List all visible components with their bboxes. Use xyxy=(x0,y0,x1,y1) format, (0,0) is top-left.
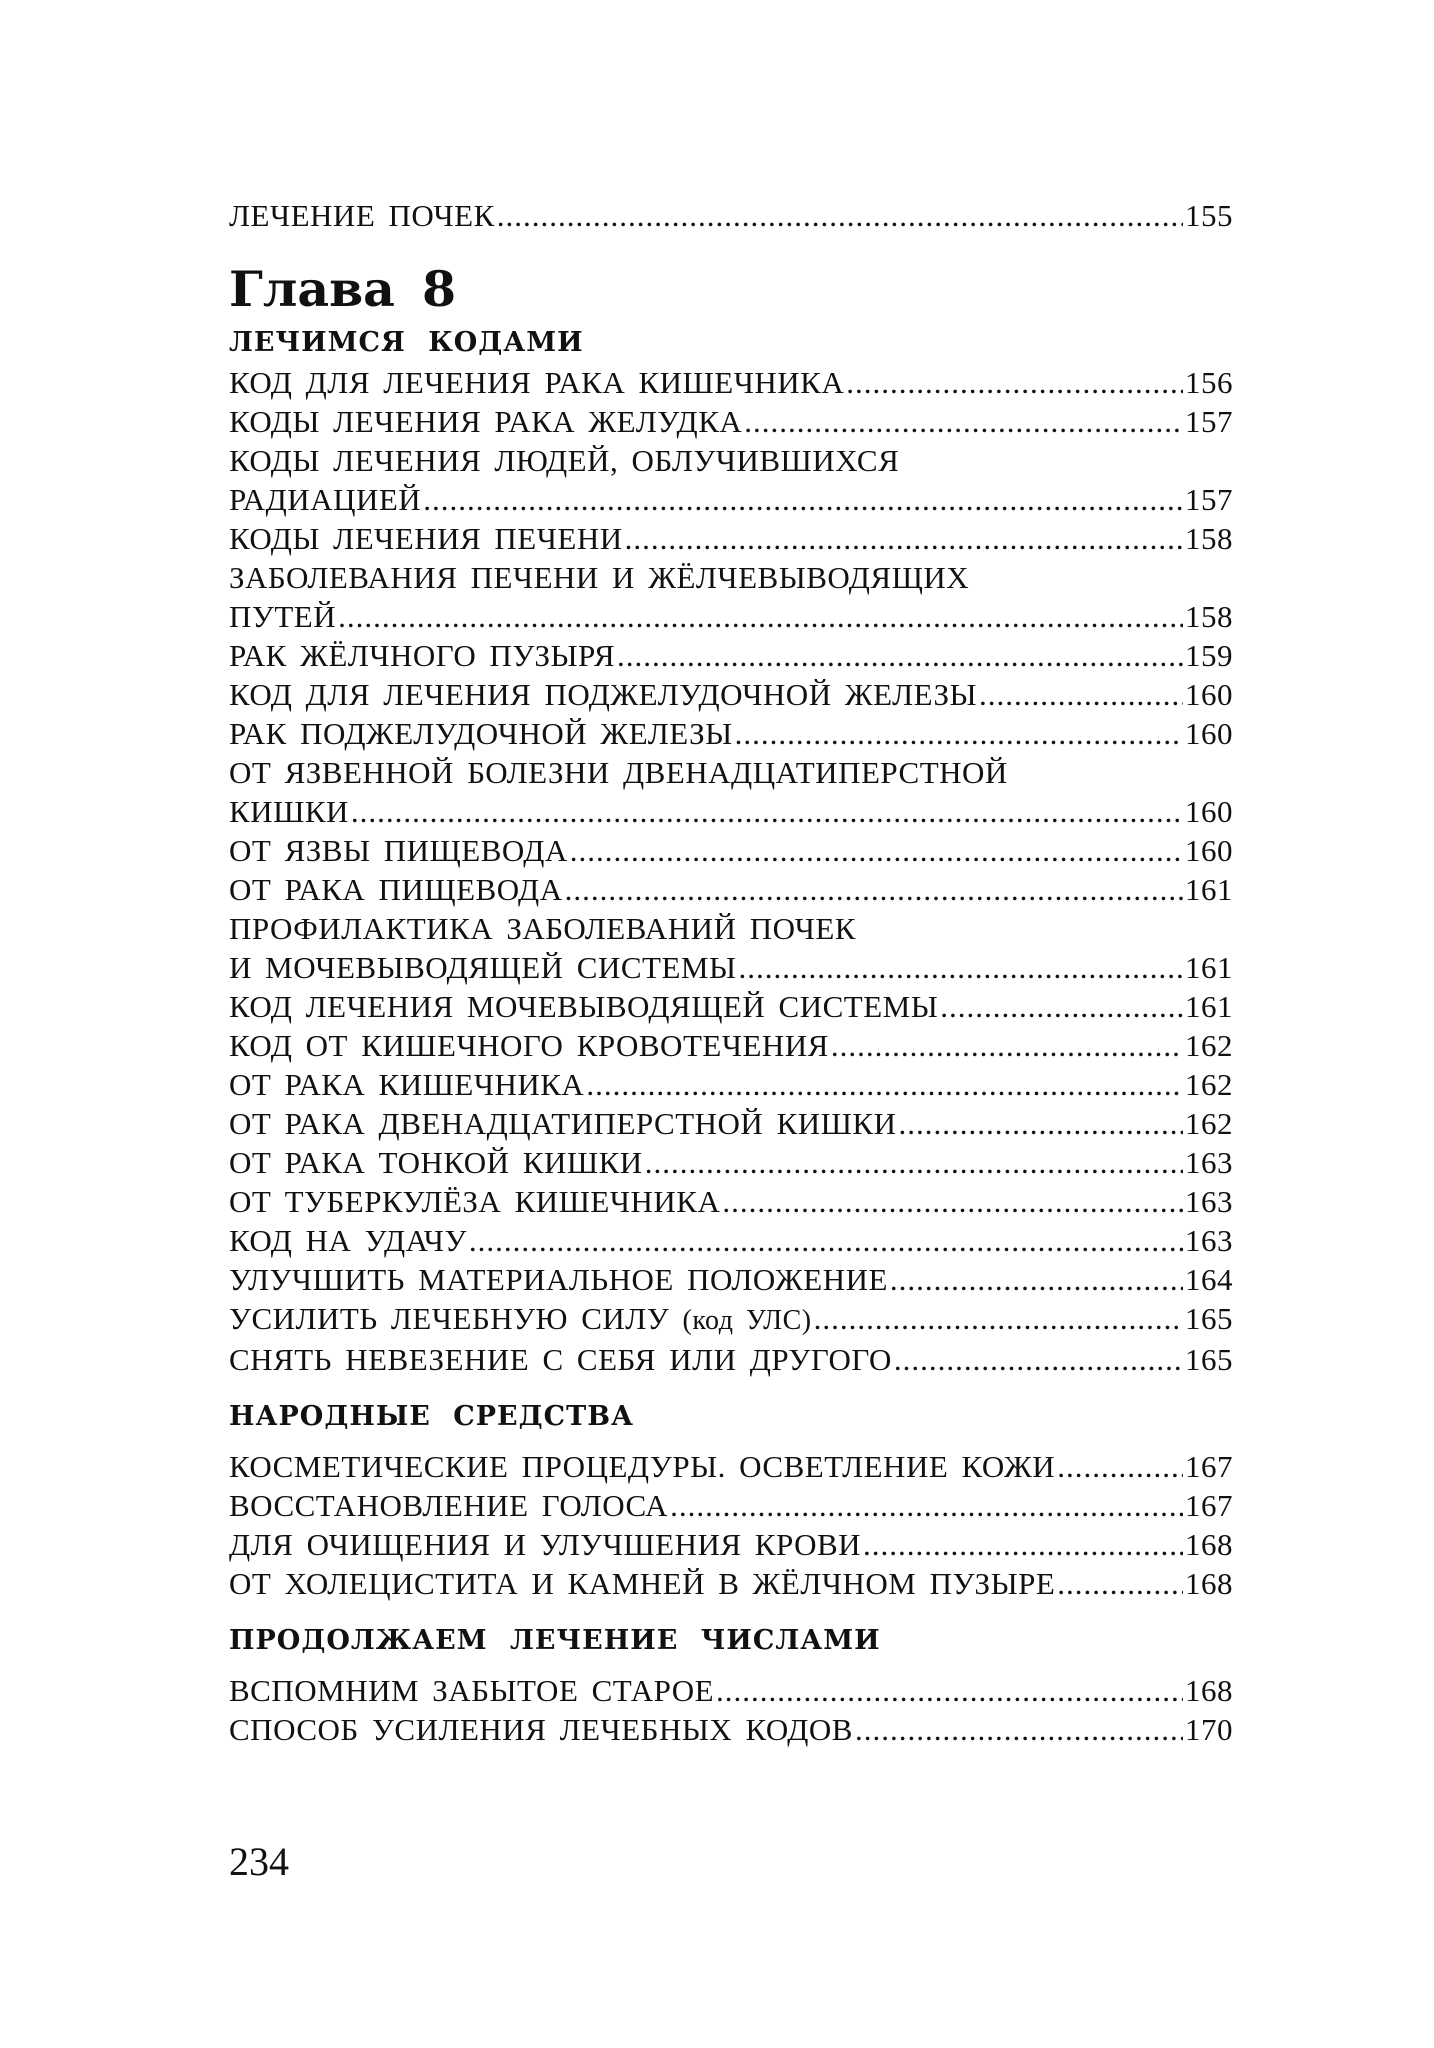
toc-page-number: 164 xyxy=(1185,1262,1233,1297)
toc-dot-leader xyxy=(645,1143,1183,1182)
toc-page-number: 168 xyxy=(1185,1527,1233,1562)
toc-page-number: 162 xyxy=(1185,1028,1233,1063)
toc-entry xyxy=(229,1340,1233,1379)
table-of-contents xyxy=(229,196,1233,1749)
toc-entry-title: РАДИАЦИЕЙ xyxy=(229,482,422,517)
toc-entry-title: ЛЕЧЕНИЕ ПОЧЕК xyxy=(229,198,495,233)
section-title: ПРОДОЛЖАЕМ ЛЕЧЕНИЕ ЧИСЛАМИ xyxy=(229,1625,881,1656)
toc-entry-title: КОД ЛЕЧЕНИЯ МОЧЕВЫВОДЯЩЕЙ СИСТЕМЫ xyxy=(229,989,939,1024)
toc-page-number: 157 xyxy=(1185,404,1233,439)
toc-entry-title: ВОССТАНОВЛЕНИЕ ГОЛОСА xyxy=(229,1488,669,1523)
toc-entry-title: ОТ ХОЛЕЦИСТИТА И КАМНЕЙ В ЖЁЛЧНОМ ПУЗЫРЕ xyxy=(229,1566,1056,1601)
toc-entry xyxy=(229,1065,1233,1104)
toc-entry-title: КОДЫ ЛЕЧЕНИЯ ПЕЧЕНИ xyxy=(229,521,623,556)
toc-entry xyxy=(229,675,1233,714)
toc-page-number: 161 xyxy=(1185,872,1233,907)
toc-entry-first-line: ОТ ЯЗВЕННОЙ БОЛЕЗНИ ДВЕНАДЦАТИПЕРСТНОЙ xyxy=(229,755,1008,790)
toc-dot-leader xyxy=(497,196,1183,235)
toc-entry xyxy=(229,1525,1233,1564)
toc-entry-title: ПУТЕЙ xyxy=(229,599,337,634)
toc-dot-leader xyxy=(423,480,1183,519)
toc-dot-leader xyxy=(716,1671,1183,1710)
toc-dot-leader xyxy=(338,597,1183,636)
toc-page-number: 162 xyxy=(1185,1106,1233,1141)
toc-page-number: 162 xyxy=(1185,1067,1233,1102)
toc-page-number: 158 xyxy=(1185,521,1233,556)
toc-entry xyxy=(229,1104,1233,1143)
toc-entry-title: КОД НА УДАЧУ xyxy=(229,1223,467,1258)
toc-page-number: 161 xyxy=(1185,950,1233,985)
toc-entry-title: ДЛЯ ОЧИЩЕНИЯ И УЛУЧШЕНИЯ КРОВИ xyxy=(229,1527,862,1562)
toc-page-number: 157 xyxy=(1185,482,1233,517)
toc-entry-title-text: УСИЛИТЬ ЛЕЧЕБНУЮ СИЛУ xyxy=(229,1301,670,1336)
toc-page-number: 160 xyxy=(1185,716,1233,751)
toc-entry-title: РАК ПОДЖЕЛУДОЧНОЙ ЖЕЛЕЗЫ xyxy=(229,716,733,751)
toc-entry-first-line: ПРОФИЛАКТИКА ЗАБОЛЕВАНИЙ ПОЧЕК xyxy=(229,911,856,946)
toc-entry-title: СНЯТЬ НЕВЕЗЕНИЕ С СЕБЯ ИЛИ ДРУГОГО xyxy=(229,1342,892,1377)
toc-dot-leader xyxy=(570,831,1183,870)
toc-dot-leader xyxy=(670,1486,1183,1525)
toc-page-number: 165 xyxy=(1185,1342,1233,1377)
toc-page-number: 160 xyxy=(1185,833,1233,868)
toc-dot-leader xyxy=(722,1182,1183,1221)
toc-entry xyxy=(229,597,1233,636)
section-title: НАРОДНЫЕ СРЕДСТВА xyxy=(229,1401,635,1432)
toc-entry xyxy=(229,363,1233,402)
toc-entry-title: КОД ОТ КИШЕЧНОГО КРОВОТЕЧЕНИЯ xyxy=(229,1028,829,1063)
toc-dot-leader xyxy=(814,1299,1183,1338)
toc-page-number: 160 xyxy=(1185,794,1233,829)
toc-entry-title: РАК ЖЁЛЧНОГО ПУЗЫРЯ xyxy=(229,638,615,673)
toc-entry xyxy=(229,402,1233,441)
toc-entry xyxy=(229,1447,1233,1486)
toc-dot-leader xyxy=(894,1340,1183,1379)
toc-entry-title: ОТ РАКА ДВЕНАДЦАТИПЕРСТНОЙ КИШКИ xyxy=(229,1106,897,1141)
toc-entry-title xyxy=(229,1299,812,1340)
toc-entry xyxy=(229,1182,1233,1221)
toc-dot-leader xyxy=(1057,1447,1183,1486)
toc-dot-leader xyxy=(940,987,1183,1026)
toc-entry xyxy=(229,714,1233,753)
toc-page-number: 167 xyxy=(1185,1449,1233,1484)
toc-entry-title: ВСПОМНИМ ЗАБЫТОЕ СТАРОЕ xyxy=(229,1673,715,1708)
toc-entry-title: ОТ ЯЗВЫ ПИЩЕВОДА xyxy=(229,833,568,868)
toc-entry-title: КОД ДЛЯ ЛЕЧЕНИЯ ПОДЖЕЛУДОЧНОЙ ЖЕЛЕЗЫ xyxy=(229,677,978,712)
toc-page-number: 156 xyxy=(1185,365,1233,400)
toc-dot-leader xyxy=(1057,1564,1183,1603)
toc-entry-title: ОТ РАКА ПИЩЕВОДА xyxy=(229,872,563,907)
toc-entry-title: КОСМЕТИЧЕСКИЕ ПРОЦЕДУРЫ. ОСВЕТЛЕНИЕ КОЖИ xyxy=(229,1449,1056,1484)
toc-dot-leader xyxy=(846,363,1183,402)
toc-entry-title: ОТ ТУБЕРКУЛЁЗА КИШЕЧНИКА xyxy=(229,1184,721,1219)
toc-entry xyxy=(229,1260,1233,1299)
toc-entry xyxy=(229,1564,1233,1603)
toc-entry xyxy=(229,792,1233,831)
toc-dot-leader xyxy=(735,714,1183,753)
chapter-title: Глава 8 xyxy=(229,260,457,318)
toc-entry xyxy=(229,1486,1233,1525)
toc-page-number: 163 xyxy=(1185,1145,1233,1180)
toc-dot-leader xyxy=(831,1026,1183,1065)
toc-dot-leader xyxy=(625,519,1183,558)
toc-dot-leader xyxy=(469,1221,1183,1260)
toc-dot-leader xyxy=(898,1104,1183,1143)
section-title: ЛЕЧИМСЯ КОДАМИ xyxy=(229,327,584,358)
toc-page-number: 155 xyxy=(1185,198,1233,233)
toc-dot-leader xyxy=(351,792,1183,831)
toc-dot-leader xyxy=(744,402,1183,441)
toc-entry-title: КОД ДЛЯ ЛЕЧЕНИЯ РАКА КИШЕЧНИКА xyxy=(229,365,845,400)
toc-entry-title: КОДЫ ЛЕЧЕНИЯ РАКА ЖЕЛУДКА xyxy=(229,404,743,439)
toc-page-number: 163 xyxy=(1185,1184,1233,1219)
toc-entry xyxy=(229,987,1233,1026)
toc-entry-title: УЛУЧШИТЬ МАТЕРИАЛЬНОЕ ПОЛОЖЕНИЕ xyxy=(229,1262,888,1297)
toc-entry-first-line: ЗАБОЛЕВАНИЯ ПЕЧЕНИ И ЖЁЛЧЕВЫВОДЯЩИХ xyxy=(229,560,970,595)
toc-entry xyxy=(229,1671,1233,1710)
toc-page-number: 165 xyxy=(1185,1301,1233,1336)
toc-dot-leader xyxy=(617,636,1183,675)
toc-entry xyxy=(229,948,1233,987)
toc-dot-leader xyxy=(890,1260,1183,1299)
toc-dot-leader xyxy=(979,675,1183,714)
toc-page-number: 170 xyxy=(1185,1712,1233,1747)
toc-dot-leader xyxy=(855,1710,1183,1749)
toc-entry-title: И МОЧЕВЫВОДЯЩЕЙ СИСТЕМЫ xyxy=(229,950,737,985)
toc-entry-title: КИШКИ xyxy=(229,794,349,829)
toc-entry-title: ОТ РАКА КИШЕЧНИКА xyxy=(229,1067,585,1102)
toc-entry xyxy=(229,480,1233,519)
toc-entry xyxy=(229,1143,1233,1182)
page-number: 234 xyxy=(229,1839,289,1884)
toc-entry xyxy=(229,1026,1233,1065)
toc-dot-leader xyxy=(863,1525,1183,1564)
toc-dot-leader xyxy=(565,870,1183,909)
toc-entry xyxy=(229,1299,1233,1340)
toc-page-number: 159 xyxy=(1185,638,1233,673)
toc-entry-title: ОТ РАКА ТОНКОЙ КИШКИ xyxy=(229,1145,643,1180)
toc-dot-leader xyxy=(586,1065,1183,1104)
toc-entry xyxy=(229,1221,1233,1260)
toc-page-number: 161 xyxy=(1185,989,1233,1024)
toc-entry-paren-note: (код УЛС) xyxy=(682,1305,812,1336)
toc-page-number: 168 xyxy=(1185,1566,1233,1601)
toc-entry xyxy=(229,831,1233,870)
toc-entry xyxy=(229,636,1233,675)
toc-entry-first-line: КОДЫ ЛЕЧЕНИЯ ЛЮДЕЙ, ОБЛУЧИВШИХСЯ xyxy=(229,443,900,478)
toc-entry xyxy=(229,870,1233,909)
toc-page-number: 167 xyxy=(1185,1488,1233,1523)
toc-dot-leader xyxy=(739,948,1183,987)
toc-entry xyxy=(229,196,1233,235)
toc-page-number: 168 xyxy=(1185,1673,1233,1708)
toc-entry xyxy=(229,519,1233,558)
toc-entry-title: СПОСОБ УСИЛЕНИЯ ЛЕЧЕБНЫХ КОДОВ xyxy=(229,1712,853,1747)
toc-page-number: 160 xyxy=(1185,677,1233,712)
toc-page-number: 158 xyxy=(1185,599,1233,634)
toc-entry xyxy=(229,1710,1233,1749)
toc-page-number: 163 xyxy=(1185,1223,1233,1258)
